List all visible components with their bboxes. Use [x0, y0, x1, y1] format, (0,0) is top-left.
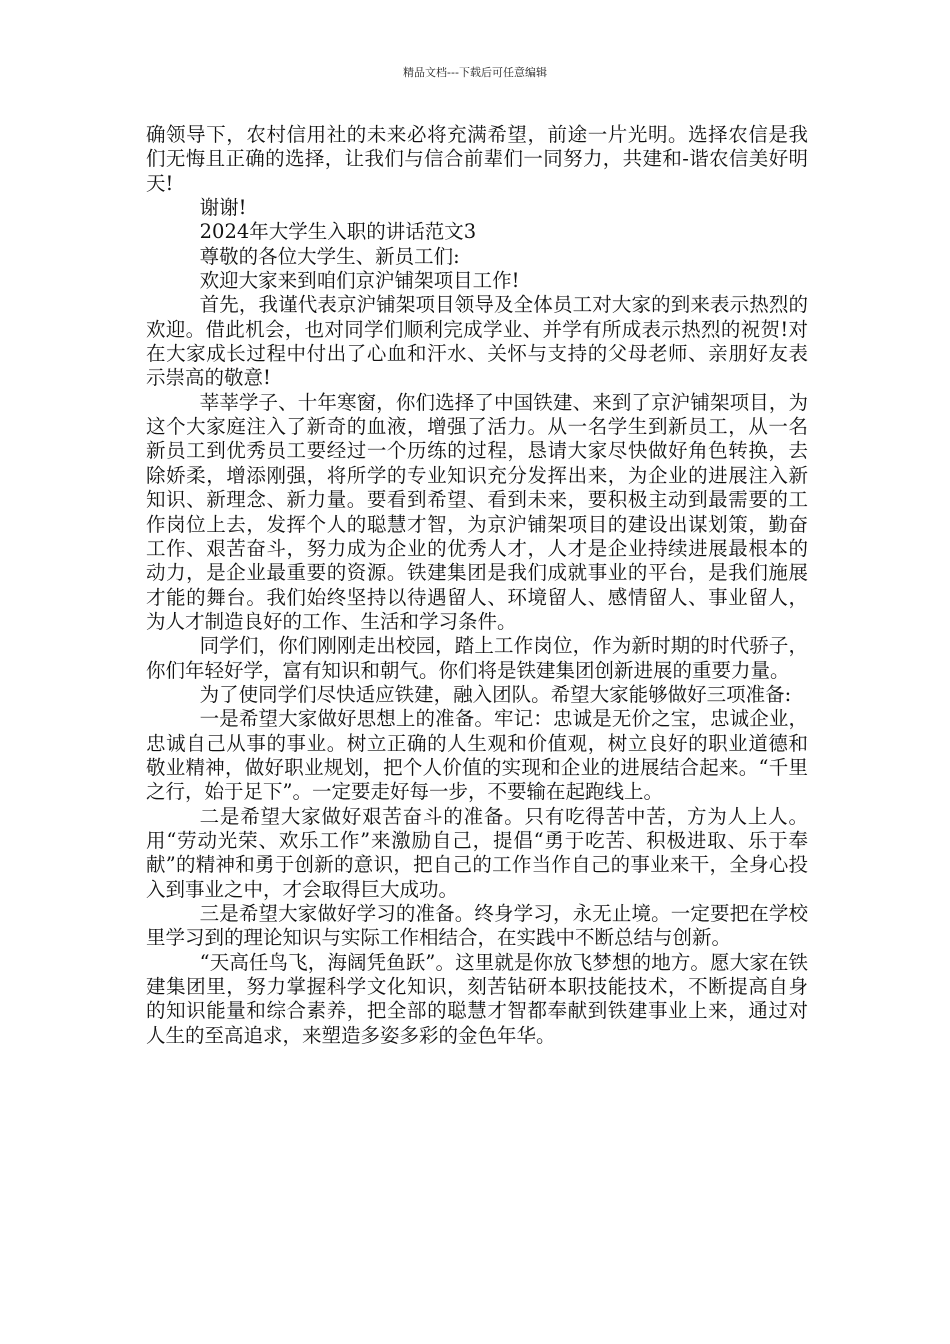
paragraph-2: 谢谢!	[199, 196, 247, 220]
paragraph-7: 莘莘学子、十年寒窗，你们选择了中国铁建、来到了京沪铺架项目，为这个大家庭注入了新奇的血液，增强了活力。从一名学生到新员工，从一名新员工到优秀员工要经过一个历练的过程，恳请大家尽快做好角色转换，去除娇柔，增添刚强，将所学的专业知识充分发挥出来，为企业的进展注入新知识、新理念、新力量。要看到希望、看到未来，要积极主动到最需要的工作岗位上去，发挥个人的聪慧才智，为京沪铺架项目的建设出谋划策，勤奋工作、艰苦奋斗，努力成为企业的优秀人才，人才是企业持续进展最根本的动力，是企业最重要的资源。铁建集团是我们成就事业的平台，是我们施展才能的舞台。我们始终坚持以待遇留人、环境留人、感情留人、事业留人，为人才制造良好的工作、生活和学习条件。	[146, 390, 808, 633]
page-header: 精品文档---下载后可任意编辑	[403, 66, 547, 79]
paragraph-13: “天高任鸟飞，海阔凭鱼跃”。这里就是你放飞梦想的地方。愿大家在铁建集团里，努力掌握科学文化知识，刻苦钻研本职技能技术，不断提高自身的知识能量和综合素养，把全部的聪慧才智都奉献到铁建事业上来，通过对人生的至高追求，来塑造多姿多彩的金色年华。	[146, 950, 808, 1047]
document-body	[146, 123, 808, 1048]
paragraph-10: 一是希望大家做好思想上的准备。牢记：忠诚是无价之宝，忠诚企业，忠诚自己从事的事业。树立正确的人生观和价值观，树立良好的职业道德和敬业精神，做好职业规划，把个人价值的实现和企业的进展结合起来。“千里之行，始于足下”。一定要走好每一步，不要输在起跑线上。	[146, 707, 808, 804]
paragraph-4: 尊敬的各位大学生、新员工们:	[199, 244, 460, 268]
paragraph-11: 二是希望大家做好艰苦奋斗的准备。只有吃得苦中苦，方为人上人。用“劳动光荣、欢乐工作”来激励自己，提倡“勇于吃苦、积极进取、乐于奉献”的精神和勇于创新的意识，把自己的工作当作自己的事业来干，全身心投入到事业之中，才会取得巨大成功。	[146, 804, 808, 901]
paragraph-12: 三是希望大家做好学习的准备。终身学习，永无止境。一定要把在学校里学习到的理论知识与实际工作相结合，在实践中不断总结与创新。	[146, 902, 808, 950]
paragraph-3: 2024年大学生入职的讲话范文3	[199, 220, 477, 244]
paragraph-9: 为了使同学们尽快适应铁建，融入团队。希望大家能够做好三项准备:	[199, 682, 792, 706]
paragraph-6: 首先，我谨代表京沪铺架项目领导及全体员工对大家的到来表示热烈的欢迎。借此机会，也对同学们顺利完成学业、并学有所成表示热烈的祝贺!对在大家成长过程中付出了心血和汗水、关怀与支持的父母老师、亲朋好友表示崇高的敬意!	[146, 293, 808, 390]
paragraph-1: 确领导下，农村信用社的未来必将充满希望，前途一片光明。选择农信是我们无悔且正确的选择，让我们与信合前辈们一同努力，共建和-谐农信美好明天!	[146, 123, 808, 195]
paragraph-8: 同学们，你们刚刚走出校园，踏上工作岗位，作为新时期的时代骄子，你们年轻好学，富有知识和朝气。你们将是铁建集团创新进展的重要力量。	[146, 634, 808, 682]
paragraph-5: 欢迎大家来到咱们京沪铺架项目工作!	[199, 269, 520, 293]
